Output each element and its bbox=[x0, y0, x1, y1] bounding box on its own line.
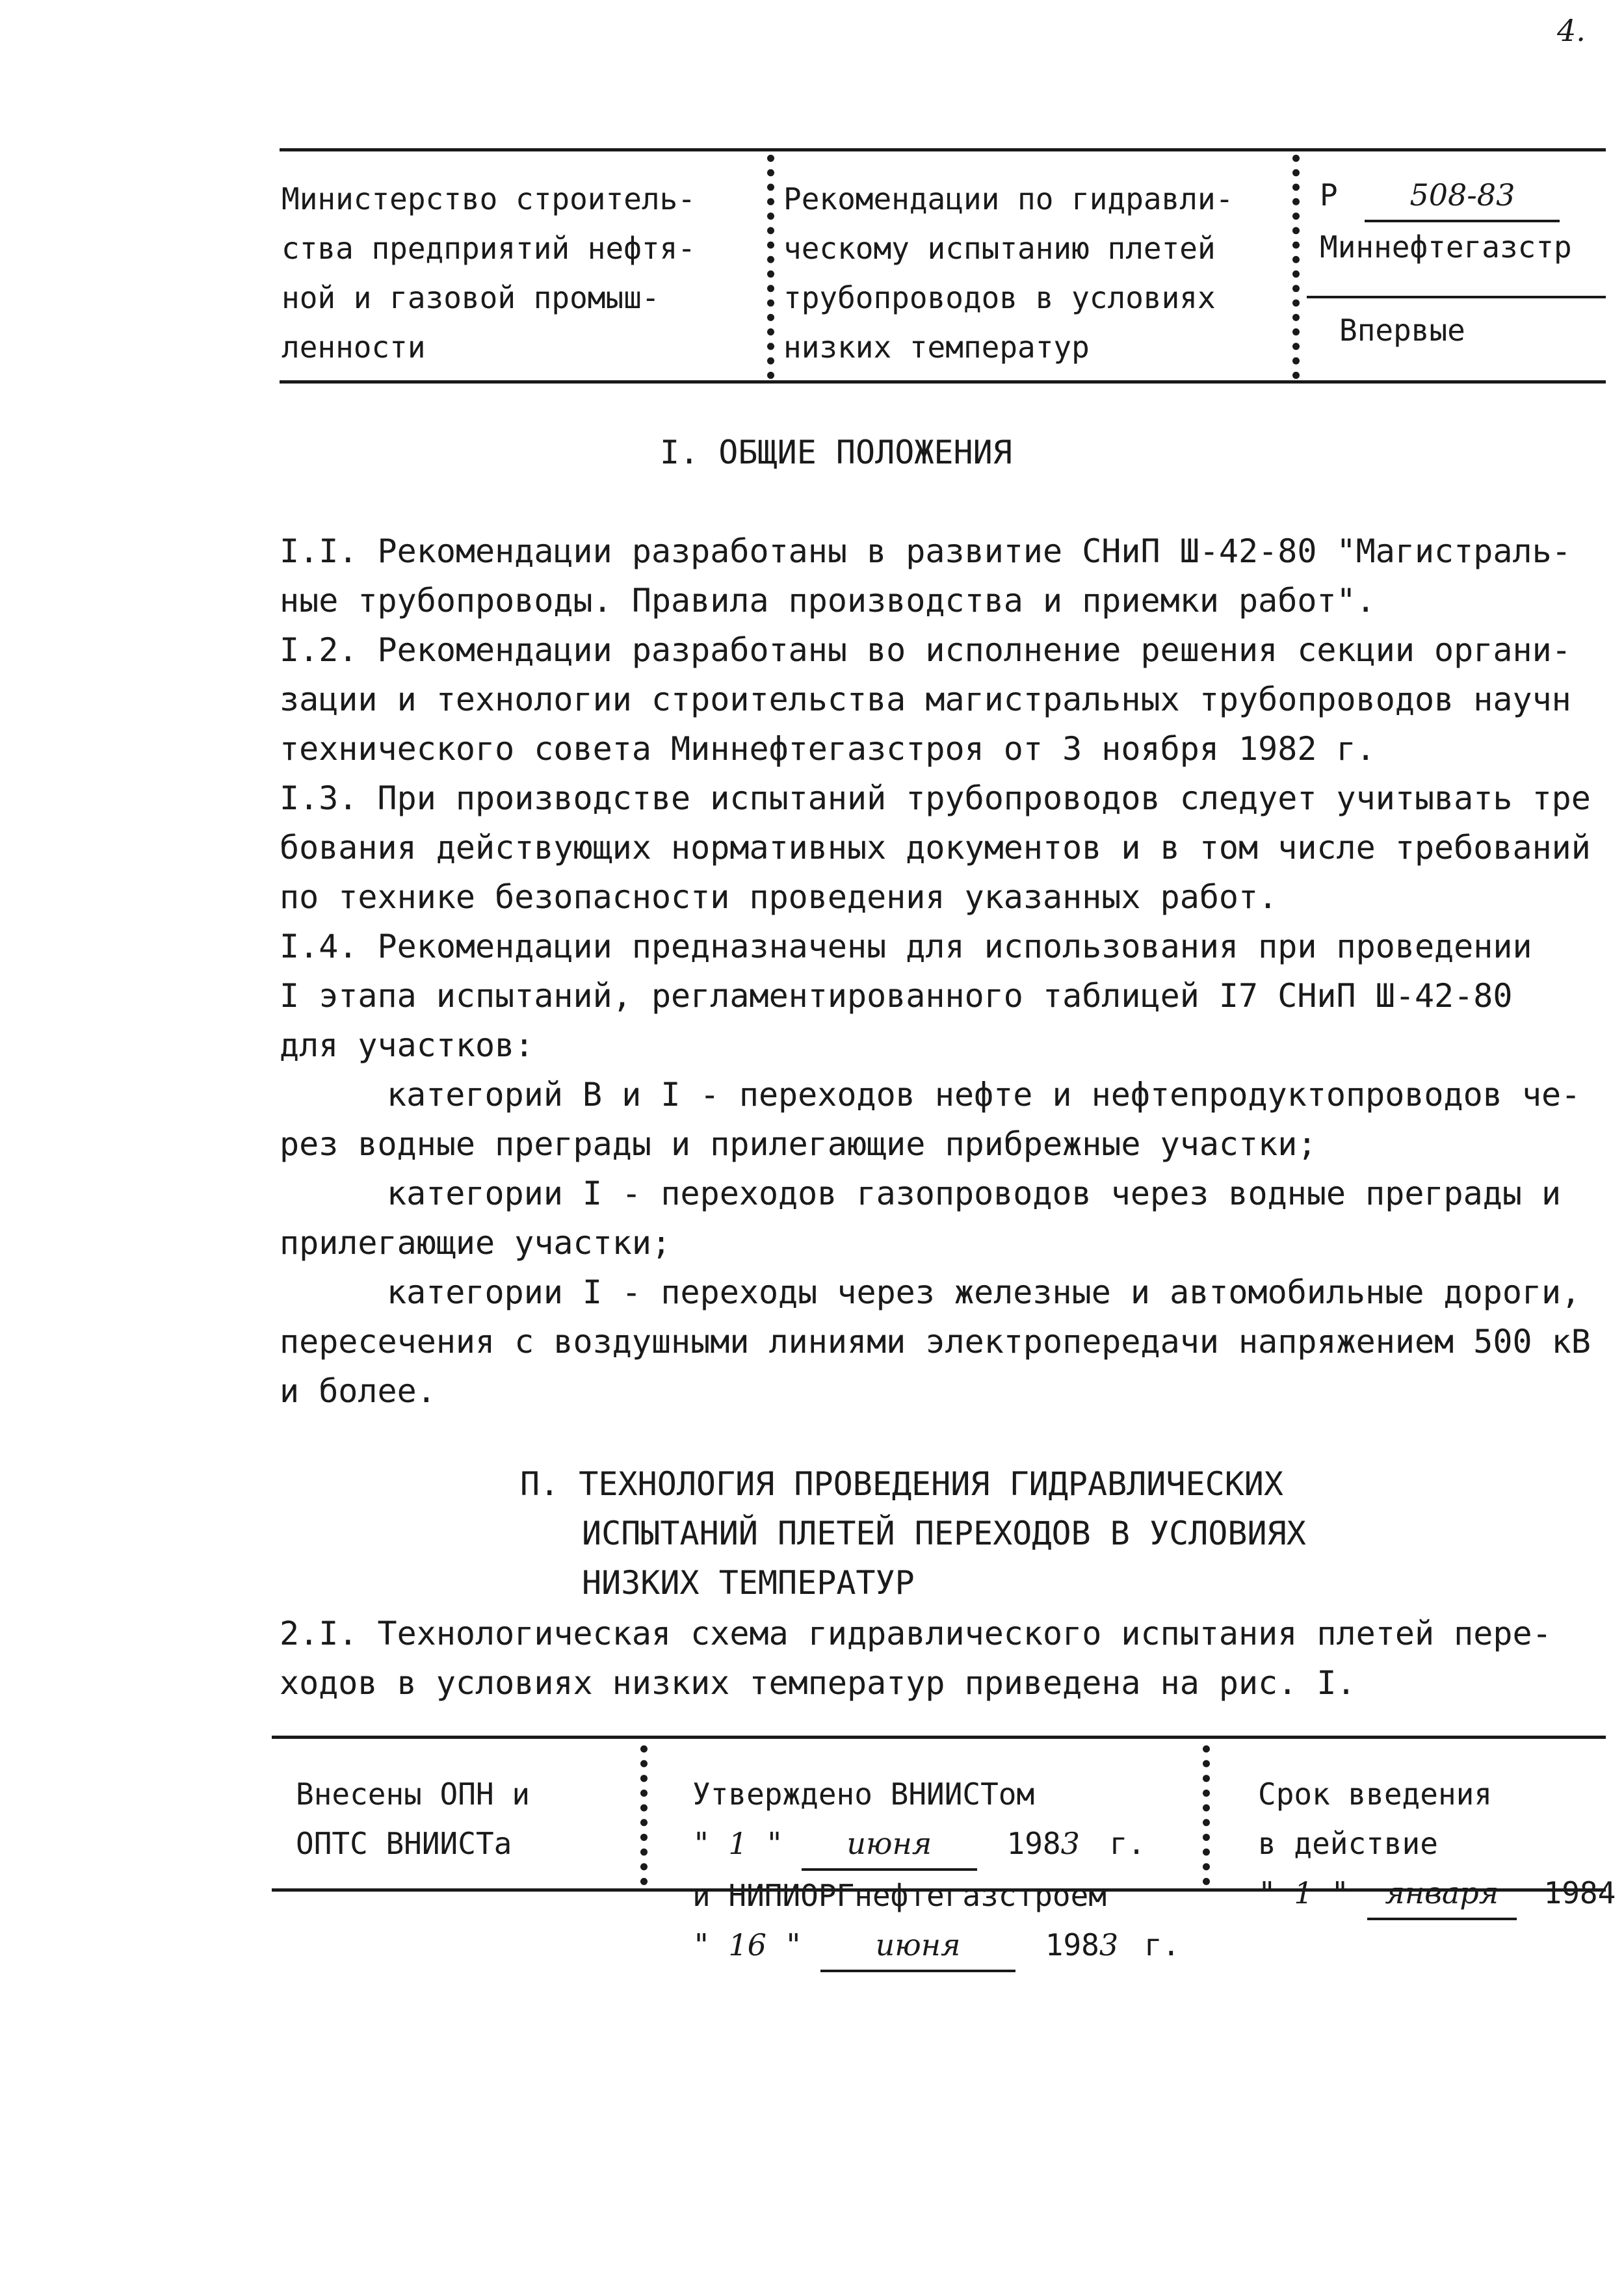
header-top-rule bbox=[280, 148, 1606, 151]
year-abbrev-1: г. bbox=[1109, 1826, 1146, 1861]
header-code-rule bbox=[1307, 296, 1606, 298]
issuing-organization bbox=[282, 174, 696, 372]
paragraph-line: зации и технологии строительства магистральных трубопроводов научн bbox=[280, 681, 1571, 718]
paragraph-line: прилегающие участки; bbox=[280, 1224, 672, 1262]
quote-open: " bbox=[1258, 1875, 1276, 1910]
paragraph-line: рез водные преграды и прилегающие прибрежные участки; bbox=[280, 1125, 1317, 1163]
paragraph-line: категории I - переходов газопроводов через водные преграды и bbox=[387, 1175, 1562, 1212]
paragraph-line: ходов в условиях низких температур приведена на рис. I. bbox=[280, 1664, 1356, 1702]
section-2-body bbox=[280, 1609, 1606, 1708]
paragraph-line: категорий В и I - переходов нефте и нефтепродуктопроводов че- bbox=[387, 1076, 1581, 1114]
paragraph-line: I.I. Рекомендации разработаны в развитие СНиП Ш-42-80 "Магистраль- bbox=[280, 532, 1571, 570]
approval-day-1: 1 bbox=[728, 1826, 748, 1861]
effective-line: в действие bbox=[1258, 1826, 1438, 1861]
approval-month-2: июня bbox=[820, 1920, 1015, 1972]
introduced-line: ОПТС ВНИИСТа bbox=[296, 1826, 512, 1861]
approval-day-2: 16 bbox=[728, 1927, 766, 1962]
title-line: низких температур bbox=[783, 330, 1090, 365]
quote-open: " bbox=[692, 1826, 711, 1861]
header-bottom-rule bbox=[280, 380, 1606, 384]
paragraph-line: категории I - переходы через железные и автомобильные дороги, bbox=[387, 1273, 1581, 1311]
approval-date-1 bbox=[692, 1819, 1180, 1871]
paragraph-line: ные трубопроводы. Правила производства и приемки работ". bbox=[280, 582, 1376, 619]
approval-month-1: июня bbox=[802, 1819, 977, 1871]
quote-open: " bbox=[692, 1927, 711, 1962]
section-2-title-line: П. ТЕХНОЛОГИЯ ПРОВЕДЕНИЯ ГИДРАВЛИЧЕСКИХ bbox=[520, 1465, 1283, 1503]
section-2-title-line: НИЗКИХ ТЕМПЕРАТУР bbox=[582, 1564, 915, 1602]
header-divider-2 bbox=[1292, 155, 1300, 379]
section-1-body bbox=[280, 527, 1606, 1416]
header-divider-1 bbox=[767, 155, 774, 379]
section-1-title: I. ОБЩИЕ ПОЛОЖЕНИЯ bbox=[660, 434, 1012, 471]
org-line: ства предприятий нефтя- bbox=[282, 231, 696, 266]
edition-status: Впервые bbox=[1339, 313, 1465, 348]
introduced-line: Внесены ОПН и bbox=[296, 1777, 530, 1812]
quote-close: " bbox=[784, 1927, 803, 1962]
effective-line: Срок введения bbox=[1258, 1777, 1493, 1812]
introduced-by bbox=[296, 1769, 530, 1868]
title-line: трубопроводов в условиях bbox=[783, 280, 1216, 315]
effective-block bbox=[1258, 1769, 1616, 1920]
effective-month: января bbox=[1367, 1868, 1517, 1920]
approval-year-2: 198 bbox=[1045, 1927, 1099, 1962]
ministry-abbrev: Миннефтегазстр bbox=[1320, 229, 1572, 265]
document-title bbox=[783, 174, 1233, 372]
paragraph-line: для участков: bbox=[280, 1026, 534, 1064]
paragraph-line: технического совета Миннефтегазстроя от 3 ноября 1982 г. bbox=[280, 730, 1376, 768]
paragraph-line: по технике безопасности проведения указанных работ. bbox=[280, 878, 1278, 916]
paragraph-line: и более. bbox=[280, 1372, 436, 1410]
paragraph-line: I.3. При производстве испытаний трубопроводов следует учитывать тре bbox=[280, 779, 1591, 817]
quote-close: " bbox=[1331, 1875, 1350, 1910]
paragraph-line: бования действующих нормативных документов и в том числе требований bbox=[280, 829, 1591, 867]
approval-year-1: 198 bbox=[1006, 1826, 1061, 1861]
approval-date-2 bbox=[692, 1920, 1180, 1972]
effective-year: 1984 bbox=[1543, 1875, 1616, 1910]
section-2-title-line: ИСПЫТАНИЙ ПЛЕТЕЙ ПЕРЕХОДОВ В УСЛОВИЯХ bbox=[582, 1515, 1306, 1552]
paragraph-line: 2.I. Технологическая схема гидравлического испытания плетей пере- bbox=[280, 1615, 1552, 1652]
paragraph-line: пересечения с воздушными линиями электропередачи напряжением 500 кВ bbox=[280, 1323, 1591, 1361]
page-number: 4. bbox=[1557, 13, 1586, 48]
paragraph-line: I этапа испытаний, регламентированного таблицей I7 СНиП Ш-42-80 bbox=[280, 977, 1513, 1015]
approved-by-2: и НИПИОРГнефтегазстроем bbox=[692, 1878, 1107, 1913]
approval-year-digit-2: 3 bbox=[1099, 1927, 1119, 1962]
approved-by: Утверждено ВНИИСТом bbox=[692, 1777, 1035, 1812]
effective-day: 1 bbox=[1294, 1875, 1313, 1910]
footer-divider-1 bbox=[640, 1745, 648, 1885]
year-abbrev-2: г. bbox=[1144, 1927, 1181, 1962]
effective-date bbox=[1258, 1868, 1616, 1920]
paragraph-line: I.4. Рекомендации предназначены для использования при проведении bbox=[280, 928, 1532, 965]
title-line: ческому испытанию плетей bbox=[783, 231, 1216, 266]
footer-divider-2 bbox=[1203, 1745, 1210, 1885]
org-line: Министерство строитель- bbox=[282, 181, 696, 216]
org-line: ной и газовой промыш- bbox=[282, 280, 660, 315]
approval-block bbox=[692, 1769, 1180, 1972]
footer-top-rule bbox=[272, 1736, 1606, 1739]
section-2-title bbox=[520, 1459, 1306, 1608]
approval-year-digit-1: 3 bbox=[1060, 1826, 1080, 1861]
paragraph-line: I.2. Рекомендации разработаны во исполнение решения секции органи- bbox=[280, 631, 1571, 669]
title-line: Рекомендации по гидравли- bbox=[783, 181, 1234, 216]
org-line: ленности bbox=[282, 330, 426, 365]
code-number: 508-83 bbox=[1365, 170, 1560, 222]
code-prefix: Р bbox=[1320, 177, 1338, 213]
quote-close: " bbox=[765, 1826, 784, 1861]
document-code bbox=[1320, 170, 1560, 222]
